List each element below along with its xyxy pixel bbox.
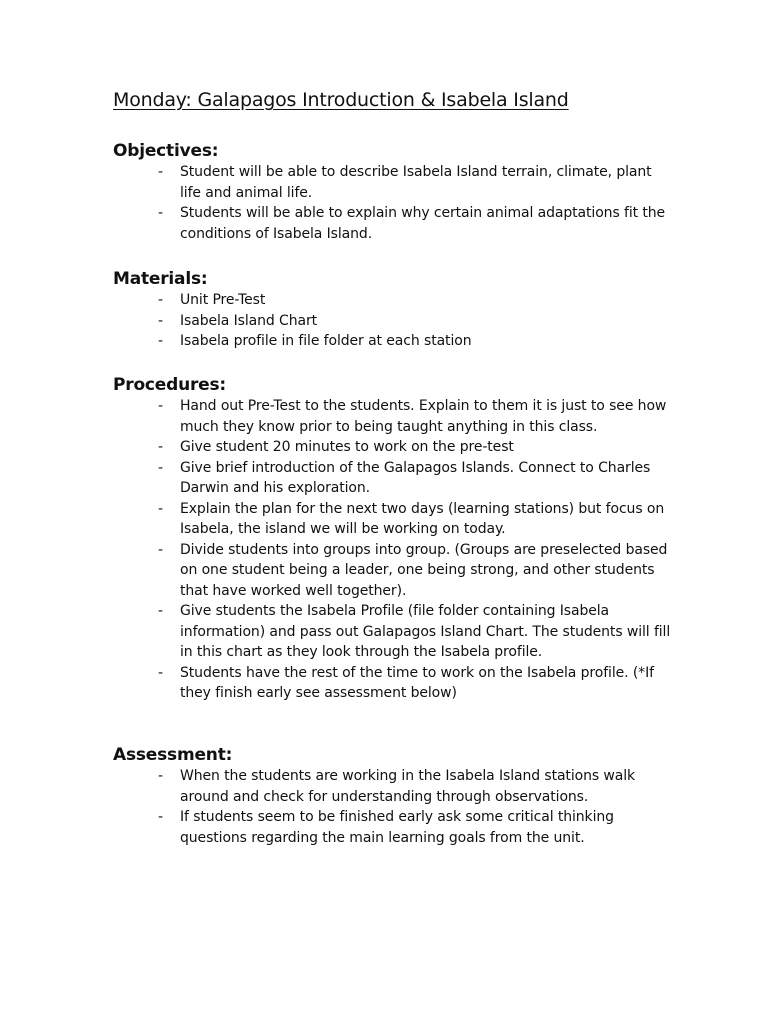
list-item-text: When the students are working in the Isabela Island stations walk around and check for understanding through observations. bbox=[180, 768, 636, 805]
bullet-dash: - bbox=[158, 164, 163, 180]
list-item bbox=[113, 437, 673, 458]
list-item-text: Divide students into groups into group. (Groups are preselected based on one student being a leader, one being strong, and other students that have worked well together). bbox=[180, 541, 668, 599]
materials-section bbox=[113, 268, 673, 352]
assessment-heading: Assessment: bbox=[113, 745, 233, 765]
list-item-text: Give brief introduction of the Galapagos Islands. Connect to Charles Darwin and his exploration. bbox=[180, 459, 651, 496]
list-item bbox=[113, 601, 673, 663]
bullet-dash: - bbox=[158, 205, 163, 221]
bullet-dash: - bbox=[158, 292, 163, 308]
list-item bbox=[113, 331, 673, 352]
objectives-heading: Objectives: bbox=[113, 141, 219, 161]
list-item-text: Explain the plan for the next two days (learning stations) but focus on Isabela, the island we will be working on today. bbox=[180, 500, 665, 537]
assessment-list bbox=[113, 766, 673, 848]
materials-list bbox=[113, 290, 673, 352]
page-title: Monday: Galapagos Introduction & Isabela Island bbox=[113, 89, 569, 111]
list-item bbox=[113, 290, 673, 311]
bullet-dash: - bbox=[158, 398, 163, 414]
list-item-text: Isabela profile in file folder at each station bbox=[180, 333, 472, 349]
materials-heading: Materials: bbox=[113, 269, 208, 289]
list-item-text: Unit Pre-Test bbox=[180, 292, 266, 308]
list-item bbox=[113, 499, 673, 540]
list-item-text: Students have the rest of the time to work on the Isabela profile. (*If they finish early see assessment below) bbox=[180, 664, 654, 701]
procedures-list bbox=[113, 396, 673, 704]
procedures-section bbox=[113, 374, 673, 704]
list-item bbox=[113, 766, 673, 807]
objectives-list bbox=[113, 162, 673, 244]
bullet-dash: - bbox=[158, 541, 163, 558]
bullet-dash: - bbox=[158, 459, 163, 476]
list-item bbox=[113, 807, 673, 848]
bullet-dash: - bbox=[158, 809, 163, 825]
list-item bbox=[113, 311, 673, 332]
list-item bbox=[113, 458, 673, 499]
bullet-dash: - bbox=[158, 768, 163, 784]
bullet-dash: - bbox=[158, 603, 163, 619]
objectives-section bbox=[113, 140, 673, 244]
bullet-dash: - bbox=[158, 500, 163, 517]
list-item bbox=[113, 162, 673, 203]
list-item-text: Students will be able to explain why certain animal adaptations fit the conditions of Isabela Island. bbox=[180, 205, 666, 242]
list-item bbox=[113, 663, 673, 704]
bullet-dash: - bbox=[158, 333, 163, 349]
assessment-section bbox=[113, 744, 673, 848]
bullet-dash: - bbox=[158, 312, 163, 329]
list-item-text: If students seem to be finished early ask some critical thinking questions regarding the main learning goals from the unit. bbox=[180, 809, 614, 846]
list-item-text: Give students the Isabela Profile (file folder containing Isabela information) and pass out Galapagos Island Chart. The students will fill in this chart as they look through the Isabela profile. bbox=[180, 603, 671, 660]
list-item-text: Hand out Pre-Test to the students. Explain to them it is just to see how much they know prior to being taught anything in this class. bbox=[180, 398, 667, 435]
procedures-heading: Procedures: bbox=[113, 375, 227, 395]
list-item bbox=[113, 396, 673, 437]
list-item bbox=[113, 203, 673, 244]
bullet-dash: - bbox=[158, 664, 163, 681]
bullet-dash: - bbox=[158, 439, 163, 455]
list-item-text: Isabela Island Chart bbox=[180, 312, 317, 329]
list-item-text: Student will be able to describe Isabela Island terrain, climate, plant life and animal life. bbox=[180, 164, 652, 201]
list-item bbox=[113, 540, 673, 602]
list-item-text: Give student 20 minutes to work on the pre-test bbox=[180, 439, 514, 455]
